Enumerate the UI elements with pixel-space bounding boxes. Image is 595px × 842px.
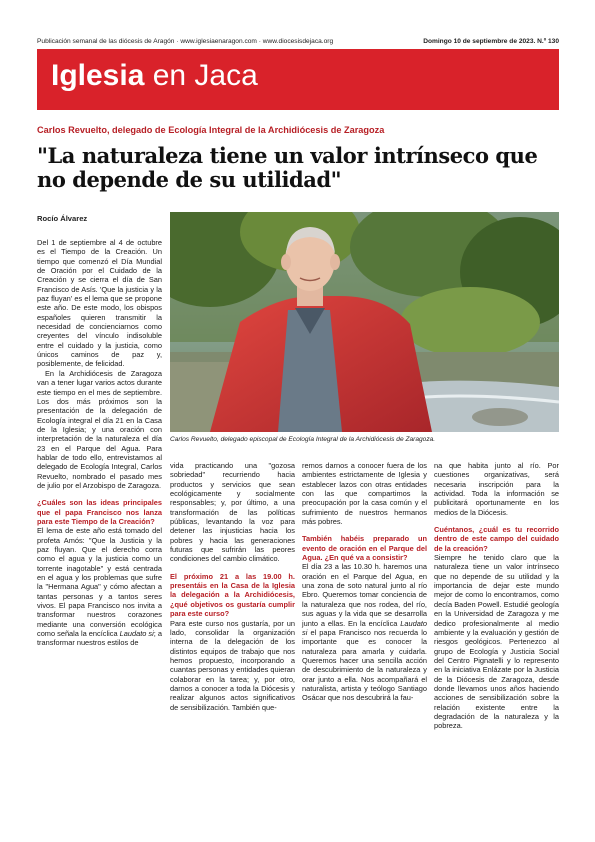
body-paragraph: vida practicando una "gozosa sobriedad" recurriendo hacia productos y servicios que sean ecológicamente y socialmente responsables; y, por último, a una transformación de las políticas públicas, levantando la voz para detener las injusticias hacia los pobres y hacia las generaciones futuras que sufrirán las peores condiciones del cambio climático. — [170, 461, 295, 564]
article-kicker: Carlos Revuelto, delegado de Ecología Integral de la Archidiócesis de Zaragoza — [37, 125, 385, 135]
answer-text-end: el papa Francisco nos recuerda lo importante que es conocer la naturaleza para amarla y cuidarla. Queremos hacer una sencilla acción de descubrimiento de la naturaleza y orar junto a ella. Nos acompañará el naturalista, artista y teólogo Santiago Osácar que nos descubrirá la fau- — [302, 627, 427, 703]
masthead-title-bold: Iglesia — [51, 59, 145, 92]
article-headline: "La naturaleza tiene un valor intrínseco que no depende de su utilidad" — [37, 143, 538, 192]
portrait-photo — [170, 212, 559, 432]
encyclical-title: Laudato si — [302, 618, 427, 637]
article-author: Rocío Álvarez — [37, 214, 88, 223]
interview-answer: Para este curso nos gustaría, por un lado, consolidar la organización interna de la delegación de los distintos equipos de trabajo que nos hemos propuesto, incorporando a cuantas personas y entidades quieran colaborar en la tarea; y, por otro, darnos a conocer a toda la Diócesis y realizar algunos actos significativos de sensibilización. También que- — [170, 618, 295, 712]
body-paragraph: remos darnos a conocer fuera de los ambientes estrictamente de Iglesia y establecer lazos con otras entidades con las que compartimos la preocupación por la casa común y el sufrimiento de nuestros hermanos más pobres. — [302, 461, 427, 527]
interview-answer: Siempre he tenido claro que la naturaleza tiene un valor intrínseco que no depende de su utilidad y la importancia de dejar este mundo mejor de como lo encontramos, como decía Baden Powell. Estudié geología en la Universidad de Zaragoza y me dedico profesionalmente al medio ambiente y la evaluación y gestión de riesgos geológicos. Pertenezco al grupo de Ecología y Justicia Social del Centro Pignatelli y lo represento en la iniciativa Enlázate por la Justicia de la Diócesis de Zaragoza, desde donde llevamos unos años haciendo acciones de sensibilización sobre la relación existente entre la degradación de la naturaleza y la pobreza. — [434, 553, 559, 731]
masthead-title — [51, 58, 258, 94]
portrait-illustration — [170, 212, 559, 432]
body-paragraph: En la Archidiócesis de Zaragoza van a tener lugar varios actos durante este tiempo en el mes de septiembre. Los dos más próximos son la presentación de la delegación de Ecología integral el día 21 en la Casa de la Iglesia; y una oración con interpretación de la naturaleza el día 23 en el Parque del Agua. Para hablar de todo ello, entrevistamos al delegado de Ecología Integral, Carlos Revuelto, nombrado el pasado mes de julio por el Arzobispo de Zaragoza. — [37, 368, 162, 490]
text-column-2 — [170, 461, 295, 712]
interview-answer — [302, 562, 427, 702]
text-column-1 — [37, 238, 162, 648]
interview-question: El próximo 21 a las 19.00 h. presentáis en la Casa de la Iglesia la delegación a la Archidiócesis, ¿qué objetivos os gustaría cumplir para este curso? — [170, 571, 295, 619]
masthead — [37, 49, 559, 110]
interview-question: También habéis preparado un evento de oración en el Parque del Agua. ¿En qué va a consistir? — [302, 534, 427, 563]
photo-caption: Carlos Revuelto, delegado episcopal de Ecología Integral de la Archidiócesis de Zaragoza. — [170, 436, 436, 443]
encyclical-title: Laudato si — [119, 629, 154, 639]
masthead-title-light: en Jaca — [144, 59, 258, 92]
answer-text-end: ; a transformar nuestros estilos de — [37, 629, 162, 648]
answer-text: El día 23 a las 10.30 h. haremos una oración en el Parque del Agua, en una zona de soto natural junto al río Ebro. Queremos tomar conciencia de la naturaleza que nos rodea, del río, sus aguas y la vida que se desarrolla junto a ellas. En la encíclica — [302, 562, 427, 628]
publication-info: Publicación semanal de las diócesis de Aragón · www.iglesiaenaragon.com · www.diocesisdejaca.org — [37, 38, 334, 45]
answer-text: El lema de este año está tomado del profeta Amós: "Que la Justicia y la paz fluyan. Que el derecho corra como el agua y la justicia como un torrente inagotable" y está centrada en el agua y los problemas que sufre la "Hermana Agua" y cómo afectan a tantas personas y a tantos seres vivos. El papa Francisco nos invita a transformar nuestros corazones mediante una conversión ecológica como señala la encíclica — [37, 526, 162, 639]
interview-question: ¿Cuáles son las ideas principales que el papa Francisco nos lanza para este Tiempo de la Creación? — [37, 498, 162, 526]
text-column-3 — [302, 461, 427, 703]
body-paragraph: na que habita junto al río. Por cuestiones organizativas, será necesaria inscripción para la actividad. Toda la información se publicitará oportunamente en los medios de la Diócesis. — [434, 461, 559, 517]
issue-date: Domingo 10 de septiembre de 2023. N.º 130 — [423, 38, 559, 45]
interview-answer — [37, 526, 162, 647]
text-column-4 — [434, 461, 559, 731]
top-info-line — [37, 36, 559, 48]
interview-question: Cuéntanos, ¿cuál es tu recorrido dentro de este campo del cuidado de la creación? — [434, 525, 559, 553]
body-paragraph: Del 1 de septiembre al 4 de octubre es el Tiempo de la Creación. Un tiempo que comenzó el Día Mundial de Oración por el Cuidado de la Creación y se cierra el día de San Francisco de Asís. 'Que la justicia y la paz fluyan' es el lema que se propone este año. De este modo, los obispos españoles quieren transmitir la necesidad de concienciarnos como creyentes del vínculo indisoluble entre el cuidado y la justicia, como únicos caminos de paz y, posiblemente, de felicidad. — [37, 238, 162, 369]
